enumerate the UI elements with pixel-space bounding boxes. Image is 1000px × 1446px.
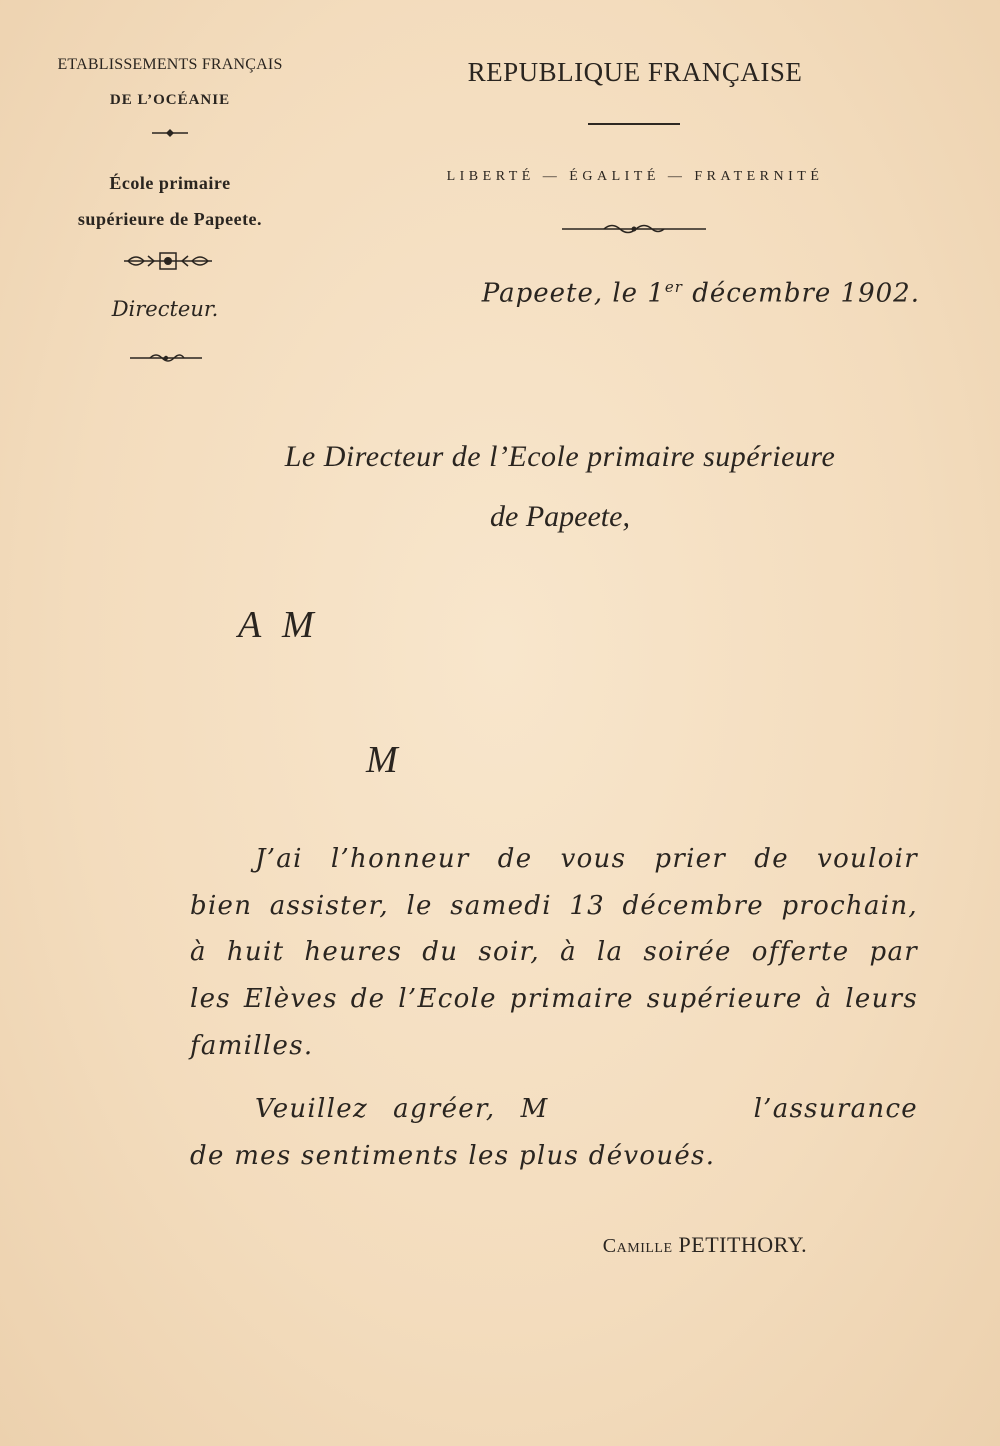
- oceanie-heading: DE L’OCÉANIE: [109, 92, 231, 108]
- date-prefix: Papeete, le 1: [481, 278, 665, 309]
- body-line-2: bien assister, le samedi 13 décembre prochain,: [190, 891, 918, 921]
- sender-line1: Le Directeur de l’Ecole primaire supérieure: [284, 440, 836, 473]
- date-suffix: décembre 1902.: [682, 278, 920, 309]
- salutation-monsieur: M: [366, 739, 398, 781]
- national-motto: LIBERTÉ — ÉGALITÉ — FRATERNITÉ: [446, 169, 824, 184]
- signature-last-name: PETITHORY.: [678, 1232, 808, 1257]
- date-line: [440, 278, 920, 309]
- body-line-5: familles.: [190, 1031, 314, 1061]
- closing-part-2: l’assurance: [753, 1094, 918, 1124]
- body-line-3: à huit heures du soir, à la soirée offerte par: [190, 937, 918, 967]
- closing-part-1: Veuillez agréer, M: [255, 1094, 549, 1124]
- school-name-line2: supérieure de Papeete.: [77, 209, 263, 229]
- floral-ornament: [122, 250, 214, 272]
- body-line-4: les Elèves de l’Ecole primaire supérieure à leurs: [190, 984, 918, 1014]
- school-name-line1: École primaire: [109, 173, 231, 193]
- swirl-ornament-right: [562, 221, 706, 237]
- heading-rule: [588, 123, 680, 125]
- signature-first-name: Camille: [602, 1235, 673, 1257]
- swirl-ornament-left: [130, 352, 202, 364]
- date-superscript: er: [664, 278, 683, 296]
- signature: [560, 1232, 850, 1258]
- body-line-1: J’ai l’honneur de vous prier de vouloir: [255, 844, 918, 874]
- closing-line-2: de mes sentiments les plus dévoués.: [190, 1141, 716, 1171]
- small-divider-ornament: [152, 128, 188, 138]
- addressee-line: A M: [238, 604, 320, 646]
- closing-line-1: [255, 1094, 918, 1124]
- sender-line2: de Papeete,: [490, 500, 630, 533]
- directeur-title: Directeur.: [111, 297, 219, 321]
- etablissements-heading: ETABLISSEMENTS FRANÇAIS: [57, 56, 283, 73]
- republique-heading: REPUBLIQUE FRANÇAISE: [467, 57, 803, 87]
